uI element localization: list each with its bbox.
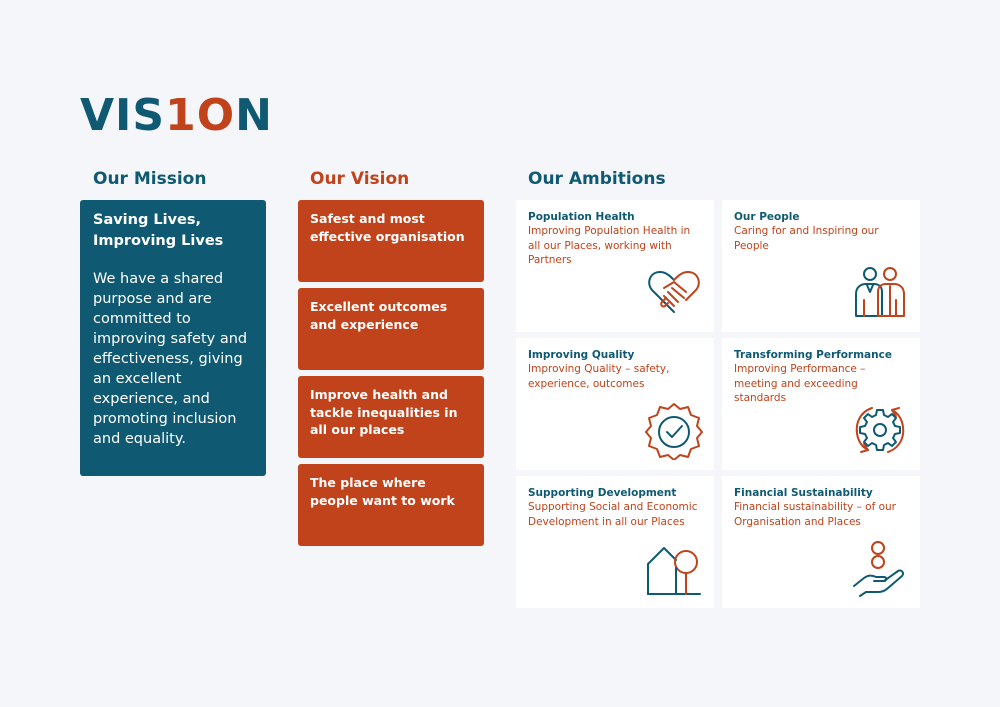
- ambition-card-financial-sustainability: [722, 476, 920, 608]
- vision-item: Improve health and tackle inequalities in all our places: [298, 376, 484, 458]
- ambition-card-population-health: [516, 200, 714, 332]
- people-icon: [850, 262, 910, 322]
- quality-badge-icon: [644, 400, 704, 460]
- vision-logo: [80, 92, 273, 140]
- ambition-desc: Improving Quality – safety, experience, outcomes: [528, 363, 670, 390]
- ambition-desc: Supporting Social and Economic Development in all our Places: [528, 501, 698, 528]
- ambition-desc: Improving Performance – meeting and exceeding standards: [734, 363, 866, 404]
- mission-body: We have a shared purpose and are committed to improving safety and effectiveness, giving an excellent experience, and promoting inclusion and equality.: [93, 271, 248, 447]
- ambition-title: Population Health: [528, 211, 635, 223]
- logo-text-part3: N: [235, 90, 273, 141]
- hand-coins-icon: [850, 538, 910, 598]
- mission-panel: [80, 200, 266, 476]
- ambition-card-improving-quality: [516, 338, 714, 470]
- ambition-card-our-people: [722, 200, 920, 332]
- logo-text-accent: 1O: [165, 90, 236, 141]
- ambition-desc: Improving Population Health in all our Places, working with Partners: [528, 225, 691, 266]
- ambition-desc: Caring for and Inspiring our People: [734, 225, 879, 252]
- vision-item: Safest and most effective organisation: [298, 200, 484, 282]
- ambition-title: Supporting Development: [528, 487, 677, 499]
- ambition-title: Improving Quality: [528, 349, 635, 361]
- heart-handshake-icon: [644, 262, 704, 322]
- mission-heading: Our Mission: [93, 169, 207, 189]
- ambition-desc: Financial sustainability – of our Organisation and Places: [734, 501, 896, 528]
- vision-heading: Our Vision: [310, 169, 410, 189]
- vision-item: Excellent outcomes and experience: [298, 288, 484, 370]
- house-tree-icon: [644, 538, 704, 598]
- ambition-title: Our People: [734, 211, 800, 223]
- ambition-card-transforming-performance: [722, 338, 920, 470]
- vision-item: The place where people want to work: [298, 464, 484, 546]
- logo-text-part1: VIS: [80, 90, 166, 141]
- ambition-title: Financial Sustainability: [734, 487, 873, 499]
- gear-cycle-icon: [850, 400, 910, 460]
- mission-title: Saving Lives, Improving Lives: [93, 212, 224, 249]
- ambition-title: Transforming Performance: [734, 349, 892, 361]
- ambitions-heading: Our Ambitions: [528, 169, 666, 189]
- ambition-card-supporting-development: [516, 476, 714, 608]
